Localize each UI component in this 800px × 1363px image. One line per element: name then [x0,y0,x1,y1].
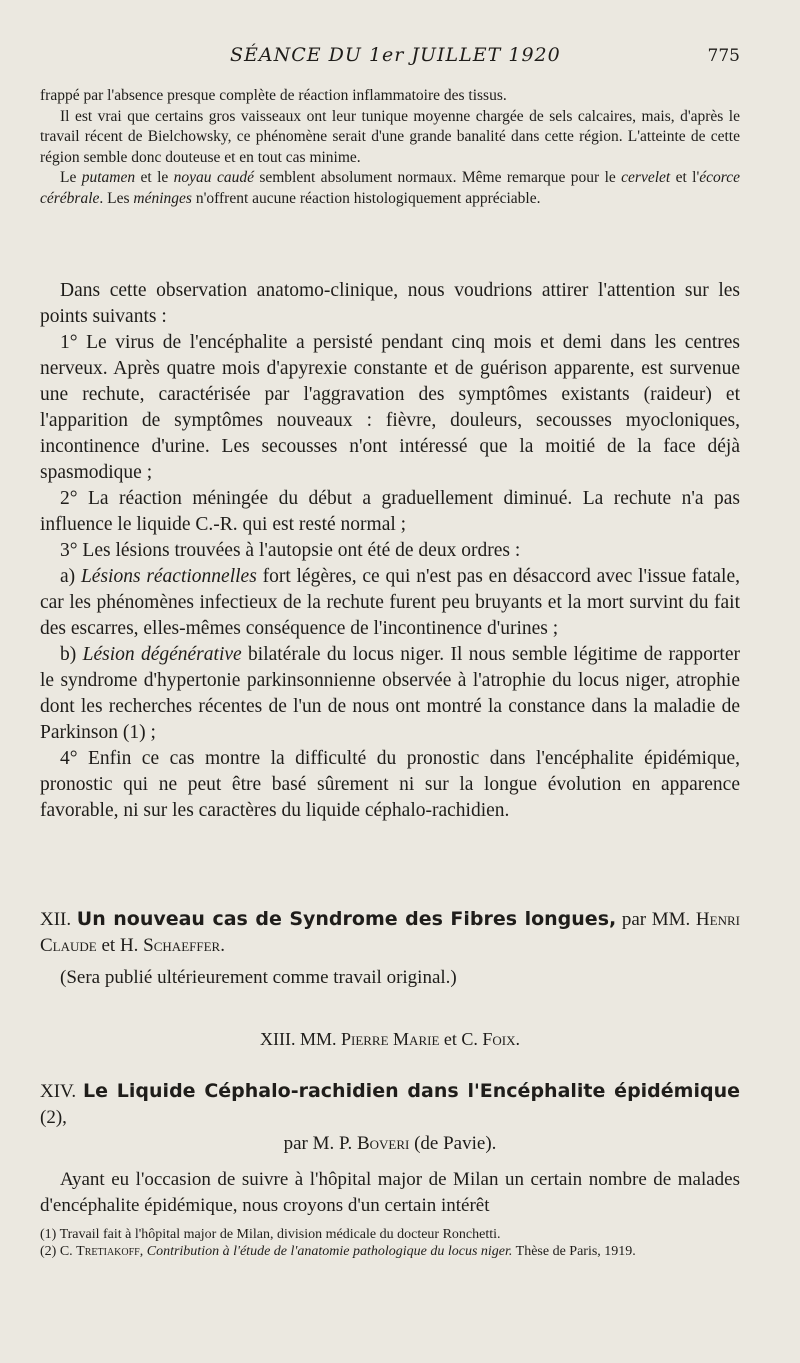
section-xiv-heading: XIV. Le Liquide Céphalo-rachidien dans l'Encéphalite épidémique (2), [40,1080,740,1128]
footnote-1: (1) Travail fait à l'hôpital major de Milan, division médicale du docteur Ronchetti. [40,1227,501,1242]
main-text [40,278,740,824]
section-xiv [40,1078,740,1219]
section-xiv-body: Ayant eu l'occasion de suivre à l'hôpital major de Milan un certain nombre de malades d'encéphalite épidémique, nous croyons d'un certain intérêt [40,1169,740,1216]
point-3a: a) Lésions réactionnelles fort légères, ce qui n'est pas en désaccord avec l'issue fatale, car les phénomènes infectieux de la rechute furent peu bruyants et la mort survint du fait des escarres, elles-mêmes conséquence de l'incontinence d'urines ; [40,566,740,639]
point-2: 2° La réaction méningée du début a graduellement diminué. La rechute n'a pas influence le liquide C.-R. qui est resté normal ; [40,488,740,535]
point-3b: b) Lésion dégénérative bilatérale du locus niger. Il nous semble légitime de rapporter le syndrome d'hypertonie parkinsonnienne observée à l'atrophie du locus niger, atrophie dont les recherches récentes de l'un de nous ont montré la constance dans la maladie de Parkinson (1) ; [40,644,740,743]
section-xiv-author: par M. P. Boveri (de Pavie). [283,1133,497,1154]
point-1: 1° Le virus de l'encéphalite a persisté pendant cinq mois et demi dans les centres nerveux. Après quatre mois d'apyrexie constante et de guérison apparente, est survenue une rechute, caractérisée par l'aggravation des symptômes existants (raideur) et l'apparition de symptômes nouveaux : fièvre, douleurs, secousses myocloniques, incontinence d'urine. Les secousses n'ont intéressé que la moitié de la face déjà spasmodique ; [40,332,740,483]
section-xii-heading: XII. Un nouveau cas de Syndrome des Fibres longues, par MM. Henri Claude et H. Schaeffer. [40,908,740,956]
page-number: 775 [707,46,740,66]
top-paragraph-2: Le putamen et le noyau caudé semblent absolument normaux. Même remarque pour le cervelet et l'écorce cérébrale. Les méninges n'offrent aucune réaction histologiquement appréciable. [40,169,740,207]
intro-paragraph: Dans cette observation anatomo-clinique, nous voudrions attirer l'attention sur les points suivants : [40,280,740,327]
top-paragraph [40,86,740,209]
section-xii-note: (Sera publié ultérieurement comme travail original.) [60,967,457,988]
footnote-2: (2) C. Tretiakoff, Contribution à l'étude de l'anatomie pathologique du locus niger. Thèse de Paris, 1919. [40,1244,636,1259]
point-3: 3° Les lésions trouvées à l'autopsie ont été de deux ordres : [60,540,521,561]
top-paragraph-1: Il est vrai que certains gros vaisseaux ont leur tunique moyenne chargée de sels calcaires, mais, d'après le travail récent de Bielchowsky, ce phénomène serait d'une grande banalité dans cette région. L'atteinte de cette région semble donc douteuse et en tout cas minime. [40,107,740,166]
footnotes [40,1226,740,1260]
point-4: 4° Enfin ce cas montre la difficulté du pronostic dans l'encéphalite épidémique, pronostic qui ne peut être basé sûrement ni sur la longue évolution en apparence favorable, ni sur les caractères du liquide céphalo-rachidien. [40,748,740,821]
page-header [0,44,800,74]
running-head: SÉANCE DU 1er JUILLET 1920 [230,44,561,66]
top-line-1: frappé par l'absence presque complète de réaction inflammatoire des tissus. [40,87,507,104]
section-xiii: XIII. MM. Pierre Marie et C. Foix. [259,1029,521,1049]
section-xii [40,906,740,991]
